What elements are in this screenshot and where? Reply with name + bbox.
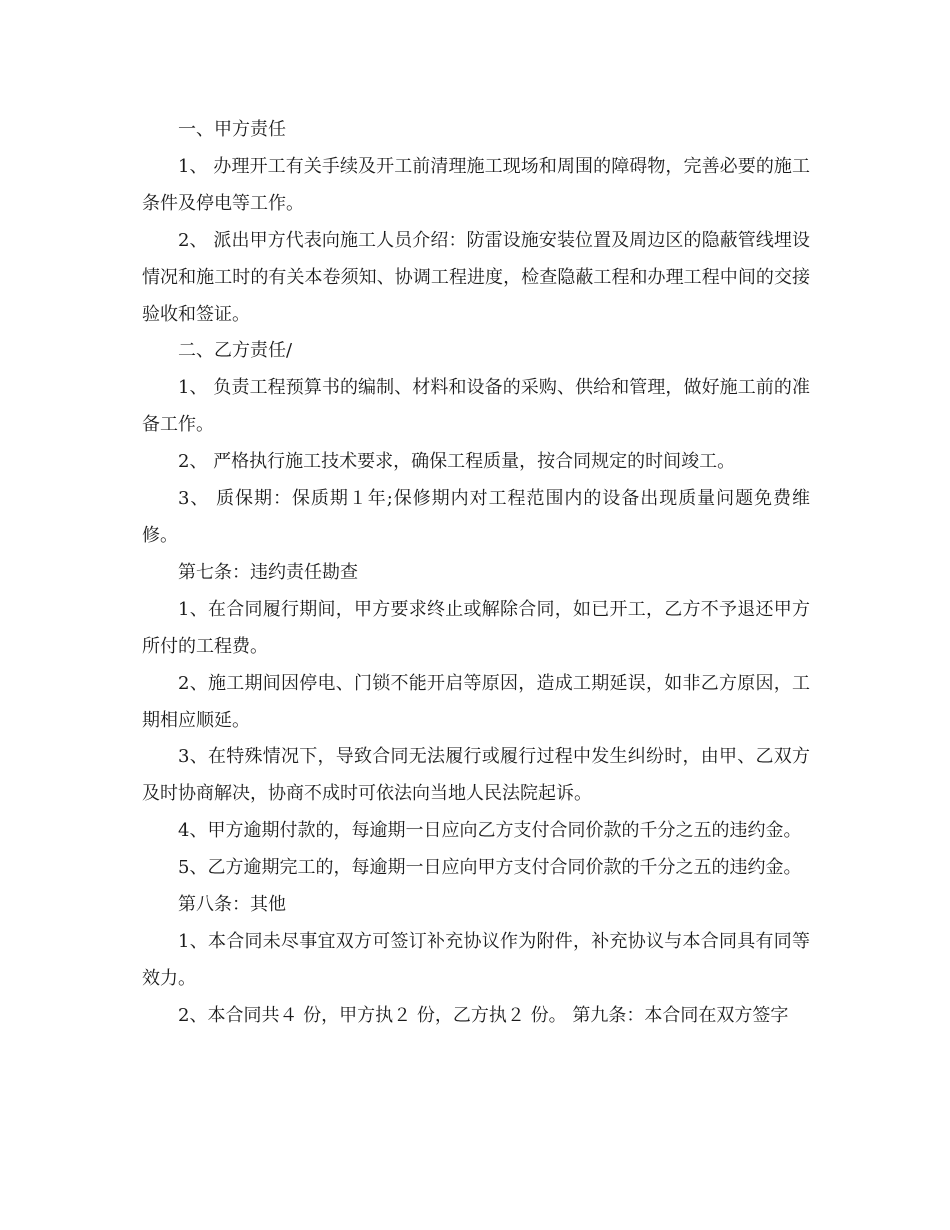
paragraph: 3、 质保期：保质期１年;保修期内对工程范围内的设备出现质量问题免费维修。 bbox=[142, 488, 810, 546]
paragraph: 1、 负责工程预算书的编制、材料和设备的采购、供给和管理，做好施工前的准备工作。 bbox=[142, 377, 810, 436]
paragraph: 1、在合同履行期间，甲方要求终止或解除合同，如已开工，乙方不予退还甲方所付的工程费。 bbox=[142, 598, 810, 657]
paragraph: 2、 严格执行施工技术要求，确保工程质量，按合同规定的时间竣工。 bbox=[178, 451, 736, 473]
paragraph: 3、在特殊情况下，导致合同无法履行或履行过程中发生纠纷时，由甲、乙双方及时协商解决，协商不成时可依法向当地人民法院起诉。 bbox=[142, 746, 810, 805]
section-heading-party-b: 二、乙方责任/ bbox=[178, 340, 293, 362]
paragraph: 1、本合同未尽事宜双方可签订补充协议作为附件，补充协议与本合同具有同等效力。 bbox=[142, 930, 810, 989]
paragraph: 1、 办理开工有关手续及开工前清理施工现场和周围的障碍物，完善必要的施工条件及停电等工作。 bbox=[142, 155, 810, 214]
article-heading-8: 第八条：其他 bbox=[178, 894, 286, 916]
section-heading-party-a: 一、甲方责任 bbox=[178, 119, 286, 140]
paragraph: 4、甲方逾期付款的，每逾期一日应向乙方支付合同价款的千分之五的违约金。 bbox=[178, 820, 802, 842]
article-heading-7: 第七条：违约责任勘查 bbox=[178, 561, 358, 583]
paragraph: 2、施工期间因停电、门锁不能开启等原因，造成工期延误，如非乙方原因，工期相应顺延。 bbox=[142, 672, 810, 731]
paragraph: 2、本合同共４ 份，甲方执２ 份，乙方执２ 份。 第九条：本合同在双方签字 bbox=[178, 1004, 789, 1026]
paragraph: 5、乙方逾期完工的，每逾期一日应向甲方支付合同价款的千分之五的违约金。 bbox=[178, 857, 802, 879]
paragraph: 2、 派出甲方代表向施工人员介绍：防雷设施安装位置及周边区的隐蔽管线埋设情况和施工时的有关本卷须知、协调工程进度，检查隐蔽工程和办理工程中间的交接验收和签证。 bbox=[142, 229, 810, 325]
document-body bbox=[142, 112, 810, 1035]
